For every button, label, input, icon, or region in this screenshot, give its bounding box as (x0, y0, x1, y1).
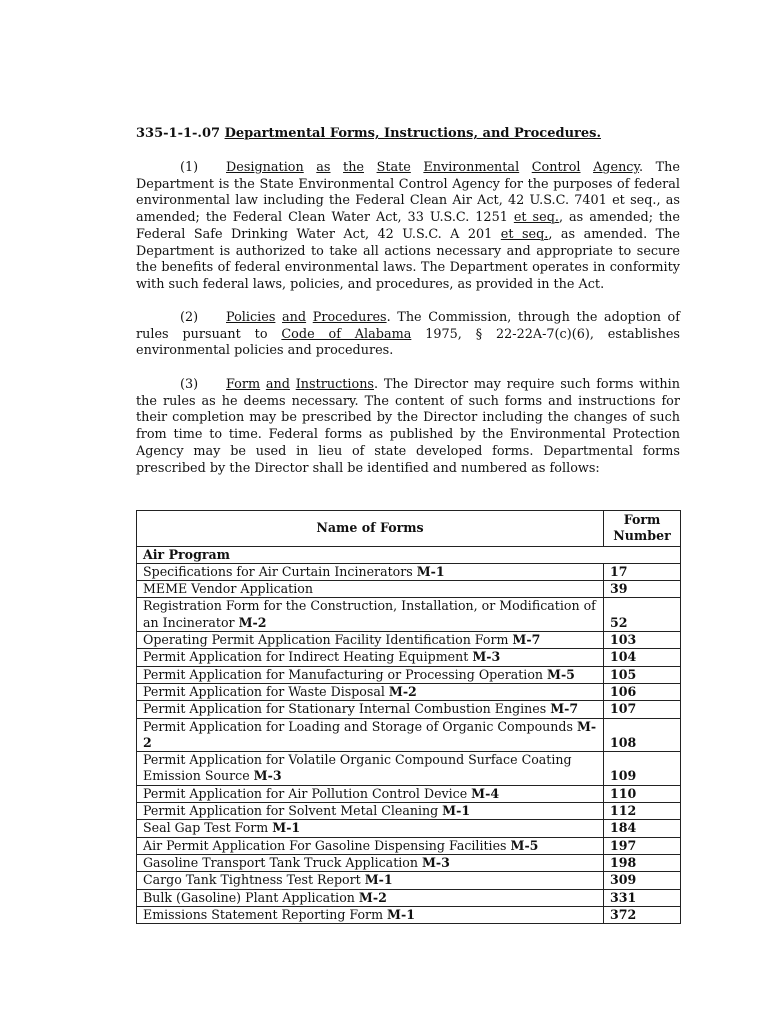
table-row (137, 563, 681, 580)
table-row (137, 820, 681, 837)
paragraph-text: . The Director may require such forms within the rules as he deems necessary. The content of such forms and instructions for their completion may be prescribed by the Director including the changes of such from time to time. Federal forms as published by the Environmental Protection Agency may be used in lieu of state developed forms. Departmental forms prescribed by the Director shall be identified and numbered as follows: (136, 377, 680, 476)
form-code: M-4 (471, 785, 500, 801)
table-row (137, 889, 681, 906)
table-row (137, 785, 681, 802)
form-name: Permit Application for Indirect Heating Equipment (143, 649, 473, 665)
underlined-term: Code of Alabama (281, 326, 412, 342)
form-code: M-5 (547, 666, 575, 682)
section-title: Departmental Forms, Instructions, and Procedures. (224, 126, 601, 141)
form-code: M-3 (421, 854, 450, 870)
form-number: 52 (604, 598, 681, 632)
section-row (137, 546, 681, 563)
form-code: M-1 (442, 803, 471, 819)
header-number-line: Number (613, 528, 671, 544)
paragraph-text: . The Commission, through the adoption of rules pursuant to (136, 310, 680, 342)
form-number: 103 (604, 632, 681, 649)
form-number: 39 (604, 581, 681, 598)
underlined-term: Control (531, 160, 581, 175)
form-code: M-2 (143, 718, 597, 750)
form-code: M-1 (364, 872, 393, 888)
underlined-term: et seq. (500, 226, 549, 242)
form-name-cell (137, 563, 604, 580)
form-name: Operating Permit Application Facility Identification Form (143, 632, 513, 648)
form-name-cell (137, 752, 604, 786)
form-code: M-1 (416, 563, 445, 579)
table-row (137, 837, 681, 854)
form-name: Bulk (Gasoline) Plant Application (143, 889, 359, 905)
form-code: M-2 (358, 889, 387, 905)
form-name: Permit Application for Air Pollution Control Device (143, 785, 472, 801)
form-number: 109 (604, 752, 681, 786)
form-name: MEME Vendor Application (143, 581, 313, 597)
section-number: 335-1-1-.07 (136, 126, 221, 141)
form-number: 112 (604, 803, 681, 820)
paragraph-text: , as amended; the Federal Safe Drinking Water Act, 42 U.S.C. A 201 (136, 210, 680, 242)
form-number: 105 (604, 666, 681, 683)
form-name: Registration Form for the Construction, Installation, or Modification of an Incinerator (143, 598, 596, 630)
form-name: Permit Application for Manufacturing or Processing Operation (143, 666, 548, 682)
underlined-term: as (316, 160, 331, 175)
underlined-term: Designation (226, 160, 304, 175)
paragraph-text: , as amended. The Department is authorized to take all actions necessary and appropriate to secure the benefits of federal environmental laws. The Department operates in conformity with such federal laws, policies, and procedures, as provided in the Act. (136, 226, 681, 292)
form-name: Air Permit Application For Gasoline Dispensing Facilities (143, 837, 511, 853)
form-code: M-3 (253, 768, 282, 784)
paragraph-2 (136, 310, 680, 360)
paragraph-text: 1975, § 22-22A-7(c)(6), establishes environmental policies and procedures. (136, 326, 681, 359)
form-code: M-7 (550, 701, 579, 717)
table-row (137, 598, 681, 632)
table-row (137, 752, 681, 786)
form-number: 372 (604, 906, 681, 923)
table-row (137, 803, 681, 820)
table-row (137, 701, 681, 718)
form-name: Permit Application for Loading and Storage of Organic Compounds (143, 718, 577, 734)
header-form-number (604, 511, 681, 547)
form-name-cell (137, 837, 604, 854)
form-name-cell (137, 872, 604, 889)
form-name-cell (137, 889, 604, 906)
underlined-term: and (282, 310, 307, 325)
table-row (137, 854, 681, 871)
underlined-term: State (376, 160, 411, 175)
form-code: M-5 (510, 837, 539, 853)
table-row (137, 581, 681, 598)
form-name-cell (137, 683, 604, 700)
form-name: Specifications for Air Curtain Incinerators (143, 563, 417, 579)
form-name-cell (137, 598, 604, 632)
forms-table (136, 510, 681, 924)
form-name: Cargo Tank Tightness Test Report (143, 872, 365, 888)
form-number: 108 (604, 718, 681, 752)
underlined-term: Instructions (295, 377, 374, 392)
table-row (137, 649, 681, 666)
table-row (137, 906, 681, 923)
form-name: Seal Gap Test Form (143, 820, 273, 836)
form-number: 106 (604, 683, 681, 700)
paragraph-number: (3) (180, 377, 199, 392)
underlined-term: Agency (593, 160, 640, 175)
form-code: M-1 (272, 820, 301, 836)
form-name-cell (137, 820, 604, 837)
form-name: Gasoline Transport Tank Truck Application (143, 854, 422, 870)
form-number: 331 (604, 889, 681, 906)
table-row (137, 666, 681, 683)
form-name-cell (137, 803, 604, 820)
form-code: M-3 (472, 649, 501, 665)
form-number: 309 (604, 872, 681, 889)
header-form-line: Form (623, 512, 661, 527)
form-name-cell (137, 718, 604, 752)
section-label: Air Program (137, 546, 681, 563)
form-name: Permit Application for Stationary Internal Combustion Engines (143, 701, 551, 717)
form-name-cell (137, 854, 604, 871)
form-name-cell (137, 649, 604, 666)
form-number: 107 (604, 701, 681, 718)
header-name-of-forms: Name of Forms (137, 511, 604, 547)
underlined-term: Policies (226, 310, 276, 325)
form-code: M-1 (387, 906, 415, 922)
table-header-row (137, 511, 681, 547)
form-name: Permit Application for Waste Disposal (143, 683, 389, 699)
form-number: 110 (604, 785, 681, 802)
form-name-cell (137, 785, 604, 802)
paragraph-1 (136, 160, 680, 294)
form-code: M-7 (512, 632, 541, 648)
form-number: 104 (604, 649, 681, 666)
underlined-term: and (265, 377, 290, 392)
underlined-term: Procedures (312, 310, 387, 325)
paragraph-number: (2) (180, 310, 199, 325)
table-row (137, 872, 681, 889)
form-number: 184 (604, 820, 681, 837)
underlined-term: Environmental (423, 160, 520, 175)
form-name-cell (137, 701, 604, 718)
form-number: 197 (604, 837, 681, 854)
form-name-cell (137, 632, 604, 649)
form-name-cell (137, 666, 604, 683)
form-number: 17 (604, 563, 681, 580)
form-name-cell (137, 906, 604, 923)
table-row (137, 683, 681, 700)
paragraph-3 (136, 377, 680, 477)
form-name: Emissions Statement Reporting Form (143, 906, 388, 922)
section-heading (136, 126, 680, 141)
underlined-term: the (343, 160, 365, 175)
underlined-term: Form (226, 377, 261, 392)
underlined-term: et seq. (513, 210, 559, 226)
paragraph-number: (1) (180, 160, 199, 175)
form-code: M-2 (388, 683, 417, 699)
form-number: 198 (604, 854, 681, 871)
form-code: M-2 (238, 614, 267, 630)
table-row (137, 718, 681, 752)
form-name: Permit Application for Volatile Organic Compound Surface Coating Emission Source (143, 752, 572, 784)
form-name: Permit Application for Solvent Metal Cleaning (143, 803, 443, 819)
table-row (137, 632, 681, 649)
paragraph-text: . The Department is the State Environmental Control Agency for the purposes of federal environmental law including the Federal Clean Air Act, 42 U.S.C. 7401 et seq., as amended; the Federal Clean Water Act, 33 U.S.C. 1251 (136, 160, 680, 226)
form-name-cell (137, 581, 604, 598)
